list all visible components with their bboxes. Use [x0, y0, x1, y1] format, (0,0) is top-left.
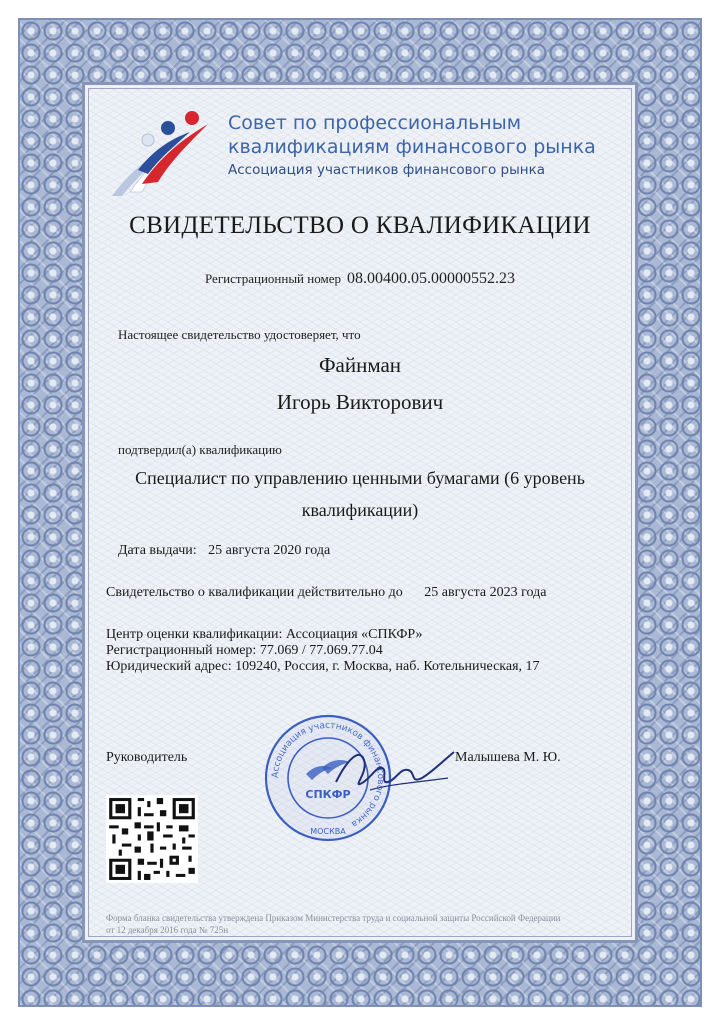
center-registration: Регистрационный номер: 77.069 / 77.069.77.04 [106, 643, 383, 658]
qualification-line1: Специалист по управлению ценными бумагами (6 уровень [135, 468, 585, 488]
qualification-line2: квалификации) [301, 500, 419, 520]
registration-number: 08.00400.05.00000552.23 [346, 270, 515, 287]
org-name-line2: квалификациям финансового рынка [228, 136, 596, 158]
holder-surname: Файнман [318, 353, 402, 377]
issue-label: Дата выдачи: [118, 543, 197, 558]
org-name-line1: Совет по профессиональным [228, 112, 522, 134]
holder-given-names: Игорь Викторович [276, 390, 444, 414]
center-address: Юридический адрес: 109240, Россия, г. Москва, наб. Котельническая, 17 [106, 659, 540, 674]
center-name: Центр оценки квалификации: Ассоциация «СПКФР» [106, 627, 423, 642]
signer-name: Малышева М. Ю. [455, 750, 561, 765]
validity-row [106, 585, 546, 601]
signer-role: Руководитель [106, 750, 188, 765]
footer-line2: от 12 декабря 2016 года № 725н [106, 925, 229, 935]
footer-line1: Форма бланка свидетельства утверждена Приказом Министерства труда и социальной защиты Российской Федерации [106, 913, 561, 923]
confirmed-text: подтвердил(а) квалификацию [118, 442, 282, 457]
valid-label: Свидетельство о квалификации действительно до [106, 585, 403, 600]
stamp-ring-text: Ассоциация участников финансового рынка [270, 720, 386, 829]
organization-logo-icon [108, 104, 218, 200]
stamp-city-text: МОСКВА [310, 827, 346, 836]
form-approval-note [106, 912, 561, 936]
valid-date: 25 августа 2023 года [424, 585, 547, 600]
org-name-line3: Ассоциация участников финансового рынка [228, 162, 545, 178]
certificate-title: СВИДЕТЕЛЬСТВО О КВАЛИФИКАЦИИ [129, 212, 591, 239]
issue-date: 25 августа 2020 года [208, 543, 331, 558]
registration-number-row [0, 270, 720, 288]
certifies-text: Настоящее свидетельство удостоверяет, что [118, 327, 361, 342]
issue-date-row [118, 543, 330, 559]
handwritten-signature [330, 738, 460, 798]
qr-code-icon [106, 795, 198, 883]
stamp-center-text: СПКФР [305, 788, 351, 801]
qualification-block [100, 462, 620, 526]
registration-label: Регистрационный номер [205, 271, 341, 286]
